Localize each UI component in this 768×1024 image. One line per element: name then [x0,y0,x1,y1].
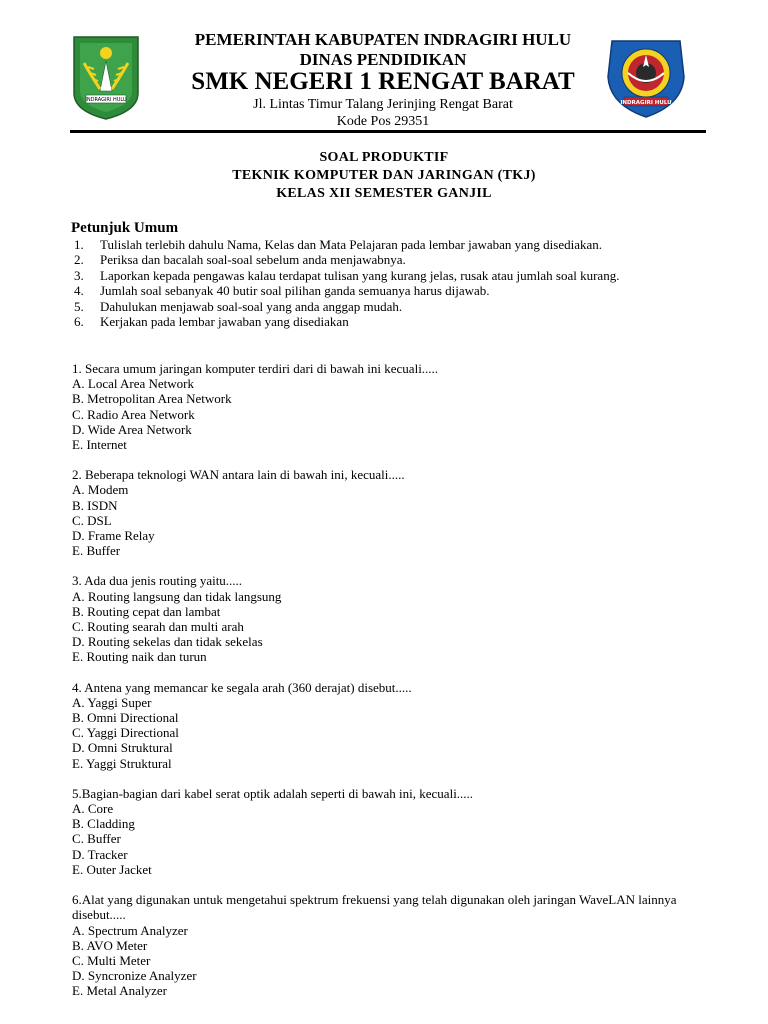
instruction-item [72,237,712,252]
header-school-name: SMK NEGERI 1 RENGAT BARAT [191,68,575,95]
instruction-text: Tulislah terlebih dahulu Nama, Kelas dan Mata Pelajaran pada lembar jawaban yang disediakan. [100,237,603,252]
answer-option: B. AVO Meter [72,937,148,953]
instruction-number: 5. [74,298,84,314]
exam-class: KELAS XII SEMESTER GANJIL [276,186,492,201]
school-emblem-icon [602,33,690,121]
question-text: 6.Alat yang digunakan untuk mengetahui spektrum frekuensi yang telah digunakan oleh jaringan WaveLAN lainnya disebut..... [72,892,677,923]
instruction-text: Jumlah soal sebanyak 40 butir soal pilihan ganda semuanya harus dijawab. [100,283,490,299]
answer-option: A. Yaggi Super [72,694,152,710]
answer-option: A. Modem [72,482,129,498]
answer-option: A. Routing langsung dan tidak langsung [72,588,282,604]
answer-option: E. Internet [72,437,127,453]
instruction-number: 1. [74,237,84,252]
header-department: DINAS PENDIDIKAN [299,50,467,69]
instruction-item [72,252,712,267]
question-text: 5.Bagian-bagian dari kabel serat optik adalah seperti di bawah ini, kecuali..... [72,785,474,801]
left-logo-text: INDRAGIRI HULU [85,97,127,104]
answer-option: B. Cladding [72,816,135,832]
exam-title: SOAL PRODUKTIF [319,150,449,165]
answer-option: E. Routing naik dan turun [72,649,207,665]
answer-option: B. ISDN [72,497,118,513]
question-text: 4. Antena yang memancar ke segala arah (360 derajat) disebut..... [72,679,412,695]
question-text: 2. Beberapa teknologi WAN antara lain di bawah ini, kecuali..... [72,467,405,483]
question-block [72,467,712,558]
answer-option: C. Multi Meter [72,952,151,968]
answer-option: B. Omni Directional [72,710,179,726]
answer-option: D. Tracker [72,846,128,862]
answer-option: D. Wide Area Network [72,421,192,437]
instruction-text: Kerjakan pada lembar jawaban yang disediakan [100,314,349,330]
instruction-number: 4. [74,283,84,299]
question-block [72,573,712,664]
answer-option: A. Spectrum Analyzer [72,922,188,938]
exam-subject: TEKNIK KOMPUTER DAN JARINGAN (TKJ) [232,168,536,183]
instruction-text: Dahulukan menjawab soal-soal yang anda anggap mudah. [100,298,403,314]
instruction-item [72,314,712,329]
answer-option: D. Omni Struktural [72,740,173,756]
question-text: 3. Ada dua jenis routing yaitu..... [72,573,243,589]
instruction-text: Laporkan kepada pengawas kalau terdapat tulisan yang kurang jelas, rusak atau jumlah soal kurang. [100,267,620,283]
instruction-item [72,299,712,314]
answer-option: A. Local Area Network [72,376,195,392]
instruction-text: Periksa dan bacalah soal-soal sebelum anda menjawabnya. [100,252,406,268]
instruction-item [72,268,712,283]
question-text: 1. Secara umum jaringan komputer terdiri dari di bawah ini kecuali..... [72,361,439,376]
instruction-number: 2. [74,252,84,268]
answer-option: C. Radio Area Network [72,406,195,422]
header-government: PEMERINTAH KABUPATEN INDRAGIRI HULU [194,30,572,49]
instructions-heading: Petunjuk Umum [71,220,179,236]
answer-option: C. Routing searah dan multi arah [72,619,244,635]
answer-option: E. Metal Analyzer [72,983,167,999]
instructions-list [72,237,712,329]
questions-section [72,361,712,1014]
answer-option: D. Syncronize Analyzer [72,968,197,984]
answer-option: B. Routing cepat dan lambat [72,603,221,619]
answer-option: B. Metropolitan Area Network [72,391,232,407]
regency-emblem-icon [70,33,142,121]
question-block [72,680,712,771]
header-divider [70,130,706,133]
answer-option: D. Routing sekelas dan tidak sekelas [72,634,263,650]
answer-option: C. DSL [72,512,112,528]
answer-option: E. Outer Jacket [72,861,152,877]
answer-option: C. Buffer [72,831,121,847]
answer-option: E. Buffer [72,543,121,559]
question-block [72,361,712,452]
header-postal-code: Kode Pos 29351 [336,114,430,129]
answer-option: D. Frame Relay [72,528,155,544]
answer-option: E. Yaggi Struktural [72,755,172,771]
header-address: Jl. Lintas Timur Talang Jerinjing Rengat Barat [253,97,513,112]
answer-option: A. Core [72,801,114,817]
instruction-number: 6. [74,314,84,330]
question-block [72,786,712,877]
instruction-item [72,283,712,298]
instruction-number: 3. [74,267,84,283]
answer-option: C. Yaggi Directional [72,725,179,741]
question-block [72,892,712,998]
right-logo-text: INDRAGIRI HULU [620,99,672,106]
